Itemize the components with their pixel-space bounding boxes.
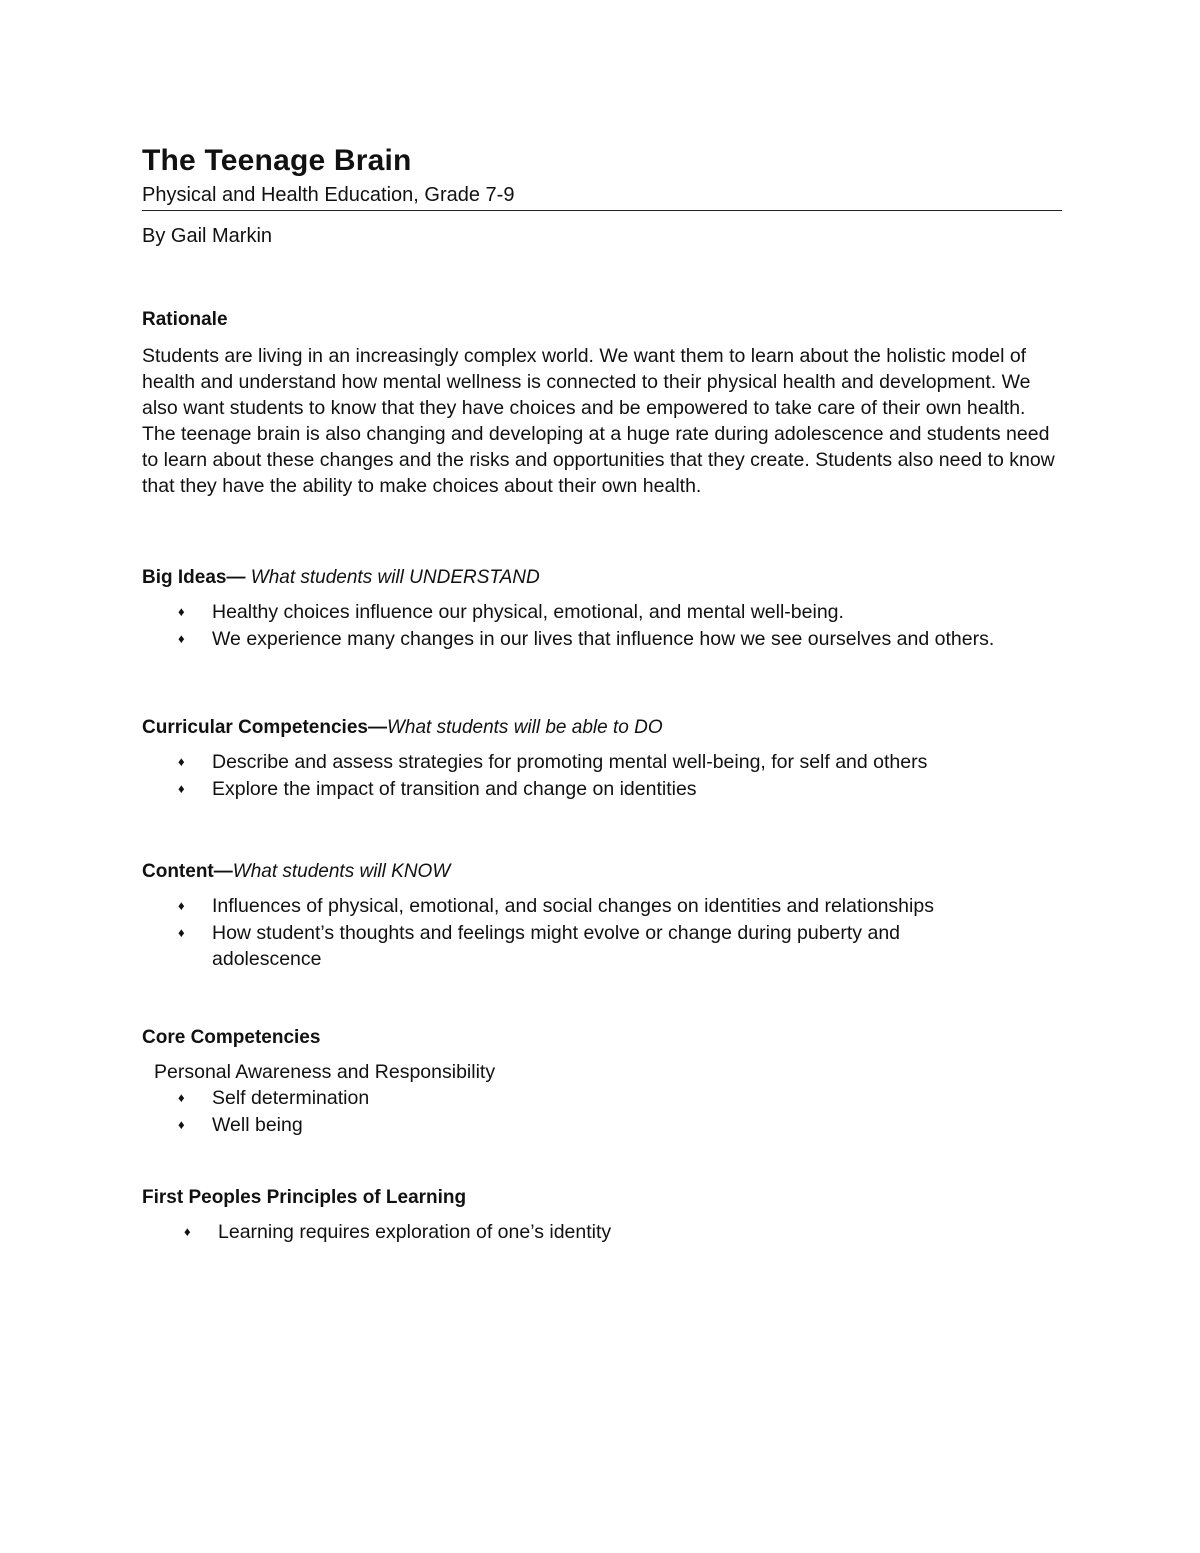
curricular-heading xyxy=(142,715,1062,741)
list-item xyxy=(142,920,1012,973)
big-ideas-list xyxy=(142,599,1062,653)
section-content xyxy=(142,859,1062,973)
section-core-competencies xyxy=(142,1025,1062,1139)
list-item xyxy=(142,776,1012,803)
document-title: The Teenage Brain xyxy=(142,144,412,177)
list-item-text: Influences of physical, emotional, and social changes on identities and relationships xyxy=(212,895,934,917)
content-heading xyxy=(142,859,1062,885)
list-item-text: Learning requires exploration of one’s identity xyxy=(218,1221,612,1243)
list-item-text: We experience many changes in our lives that influence how we see ourselves and others. xyxy=(212,628,995,650)
document-author: By Gail Markin xyxy=(142,225,273,247)
first-peoples-heading: First Peoples Principles of Learning xyxy=(142,1187,467,1208)
big-ideas-heading xyxy=(142,565,1062,591)
content-title: Content— xyxy=(142,861,233,882)
list-item xyxy=(142,599,1012,626)
rationale-heading: Rationale xyxy=(142,309,228,330)
curricular-list xyxy=(142,749,1062,803)
content-subtitle: What students will KNOW xyxy=(232,861,451,882)
content-list xyxy=(142,893,1062,973)
list-item xyxy=(142,893,1012,920)
diamond-bullet-icon: ♦ xyxy=(184,1224,191,1239)
list-item xyxy=(142,749,1012,776)
list-item xyxy=(142,626,1012,653)
list-item xyxy=(142,1112,1012,1139)
section-rationale xyxy=(142,307,1062,499)
list-item xyxy=(142,1219,1018,1246)
list-item xyxy=(142,1085,1012,1112)
title-divider xyxy=(142,210,1062,211)
rationale-text: Students are living in an increasingly complex world. We want them to learn about the holistic model of health and understand how mental wellness is connected to their physical health and development. We also want students to know that they have choices and be empowered to take care of their own health. The teenage brain is also changing and developing at a huge rate during adolescence and students need to learn about these changes and the risks and opportunities that they create. Students also need to know that they have the ability to make choices about their own health. xyxy=(142,345,1055,497)
list-item-text: Describe and assess strategies for promoting mental well-being, for self and others xyxy=(212,751,928,773)
diamond-bullet-icon: ♦ xyxy=(178,631,185,646)
first-peoples-list xyxy=(142,1219,1062,1246)
section-curricular-competencies xyxy=(142,715,1062,803)
document-page xyxy=(142,140,1062,1246)
diamond-bullet-icon: ♦ xyxy=(178,1090,185,1105)
curricular-title: Curricular Competencies— xyxy=(142,717,387,738)
diamond-bullet-icon: ♦ xyxy=(178,925,185,940)
diamond-bullet-icon: ♦ xyxy=(178,604,185,619)
section-big-ideas xyxy=(142,565,1062,653)
list-item-text: Healthy choices influence our physical, emotional, and mental well-being. xyxy=(212,601,844,623)
core-list xyxy=(142,1085,1062,1139)
diamond-bullet-icon: ♦ xyxy=(178,781,185,796)
big-ideas-subtitle: What students will UNDERSTAND xyxy=(245,567,540,588)
diamond-bullet-icon: ♦ xyxy=(178,754,185,769)
diamond-bullet-icon: ♦ xyxy=(178,1117,185,1132)
document-subtitle: Physical and Health Education, Grade 7-9 xyxy=(142,184,515,206)
core-heading: Core Competencies xyxy=(142,1027,321,1048)
section-first-peoples-principles xyxy=(142,1185,1062,1246)
curricular-subtitle: What students will be able to DO xyxy=(386,717,663,738)
list-item-text: Explore the impact of transition and change on identities xyxy=(212,778,697,800)
list-item-text: Well being xyxy=(212,1114,303,1136)
diamond-bullet-icon: ♦ xyxy=(178,898,185,913)
list-item-text: How student’s thoughts and feelings might evolve or change during puberty and adolescence xyxy=(212,922,901,970)
list-item-text: Self determination xyxy=(212,1087,370,1109)
core-subheading: Personal Awareness and Responsibility xyxy=(154,1061,496,1083)
big-ideas-title: Big Ideas— xyxy=(142,567,246,588)
